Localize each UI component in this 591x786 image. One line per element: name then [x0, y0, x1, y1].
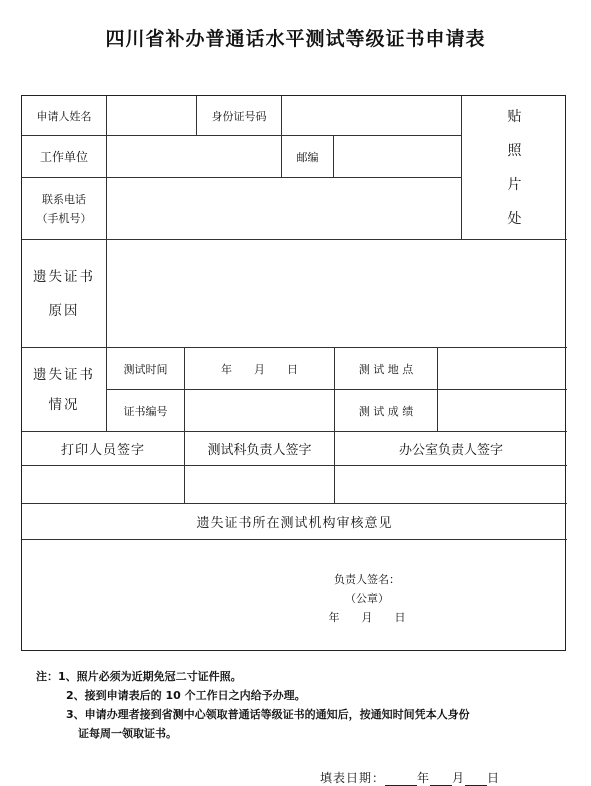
name-label: 申请人姓名 — [22, 96, 107, 136]
fill-year-blank[interactable] — [385, 773, 417, 786]
test-score-field[interactable] — [438, 390, 567, 432]
application-form — [21, 95, 566, 651]
photo-char-3: 片 — [507, 176, 522, 193]
loss-reason-field[interactable] — [107, 240, 567, 348]
review-area[interactable] — [22, 540, 567, 650]
loss-reason-line-1: 遗失证书 — [33, 268, 95, 285]
phone-label — [22, 178, 107, 240]
phone-label-line-2: （手机号） — [36, 211, 92, 225]
work-unit-label: 工作单位 — [22, 136, 107, 178]
loss-reason-label — [22, 240, 107, 348]
id-field[interactable] — [282, 96, 462, 136]
dept-sign-label: 测试科负责人签字 — [185, 432, 335, 466]
dept-sign-field[interactable] — [185, 466, 335, 504]
printer-sign-label: 打印人员签字 — [22, 432, 185, 466]
fill-day-blank[interactable] — [465, 773, 487, 786]
test-time-label: 测试时间 — [107, 348, 185, 390]
form-title: 四川省补办普通话水平测试等级证书申请表 — [105, 28, 486, 50]
review-header: 遗失证书所在测试机构审核意见 — [22, 504, 567, 540]
test-place-field[interactable] — [438, 348, 567, 390]
photo-char-2: 照 — [507, 142, 522, 159]
fill-date — [320, 769, 500, 786]
cert-no-label: 证书编号 — [107, 390, 185, 432]
cert-no-field[interactable] — [185, 390, 335, 432]
fill-month-label: 月 — [452, 771, 466, 785]
note-2: 2、接到申请表后的 10 个工作日之内给予办理。 — [66, 689, 306, 702]
photo-char-1: 贴 — [507, 108, 522, 125]
fill-date-label: 填表日期： — [320, 771, 386, 785]
loss-status-label — [22, 348, 107, 432]
office-sign-field[interactable] — [335, 466, 567, 504]
note-3-continued: 证每周一领取证书。 — [78, 727, 177, 740]
fill-day-label: 日 — [487, 771, 501, 785]
test-time-field[interactable]: 年 月 日 — [185, 348, 335, 390]
test-place-label: 测 试 地 点 — [335, 348, 438, 390]
loss-reason-line-2: 原因 — [48, 302, 80, 319]
name-field[interactable] — [107, 96, 197, 136]
postcode-label: 邮编 — [282, 136, 334, 178]
photo-char-4: 处 — [507, 210, 522, 227]
fill-month-blank[interactable] — [430, 773, 452, 786]
work-unit-field[interactable] — [107, 136, 282, 178]
review-signature-block — [312, 570, 422, 627]
notes — [36, 667, 470, 743]
sign-person-label: 负责人签名： — [334, 573, 400, 586]
seal-label: （公章） — [345, 592, 389, 605]
postcode-field[interactable] — [334, 136, 462, 178]
phone-label-line-1: 联系电话 — [42, 192, 86, 206]
fill-year-label: 年 — [417, 771, 431, 785]
test-score-label: 测 试 成 绩 — [335, 390, 438, 432]
phone-field[interactable] — [107, 178, 462, 240]
note-3: 3、申请办理者接到省测中心领取普通话等级证书的通知后，按通知时间凭本人身份 — [66, 708, 470, 721]
printer-sign-field[interactable] — [22, 466, 185, 504]
id-label: 身份证号码 — [197, 96, 282, 136]
office-sign-label: 办公室负责人签字 — [335, 432, 567, 466]
loss-status-line-1: 遗失证书 — [33, 366, 95, 383]
loss-status-line-2: 情况 — [48, 396, 80, 413]
photo-area — [462, 96, 567, 240]
sign-date-label: 年 月 日 — [328, 611, 406, 624]
notes-prefix: 注： — [36, 670, 58, 683]
note-1: 1、照片必须为近期免冠二寸证件照。 — [58, 670, 242, 683]
